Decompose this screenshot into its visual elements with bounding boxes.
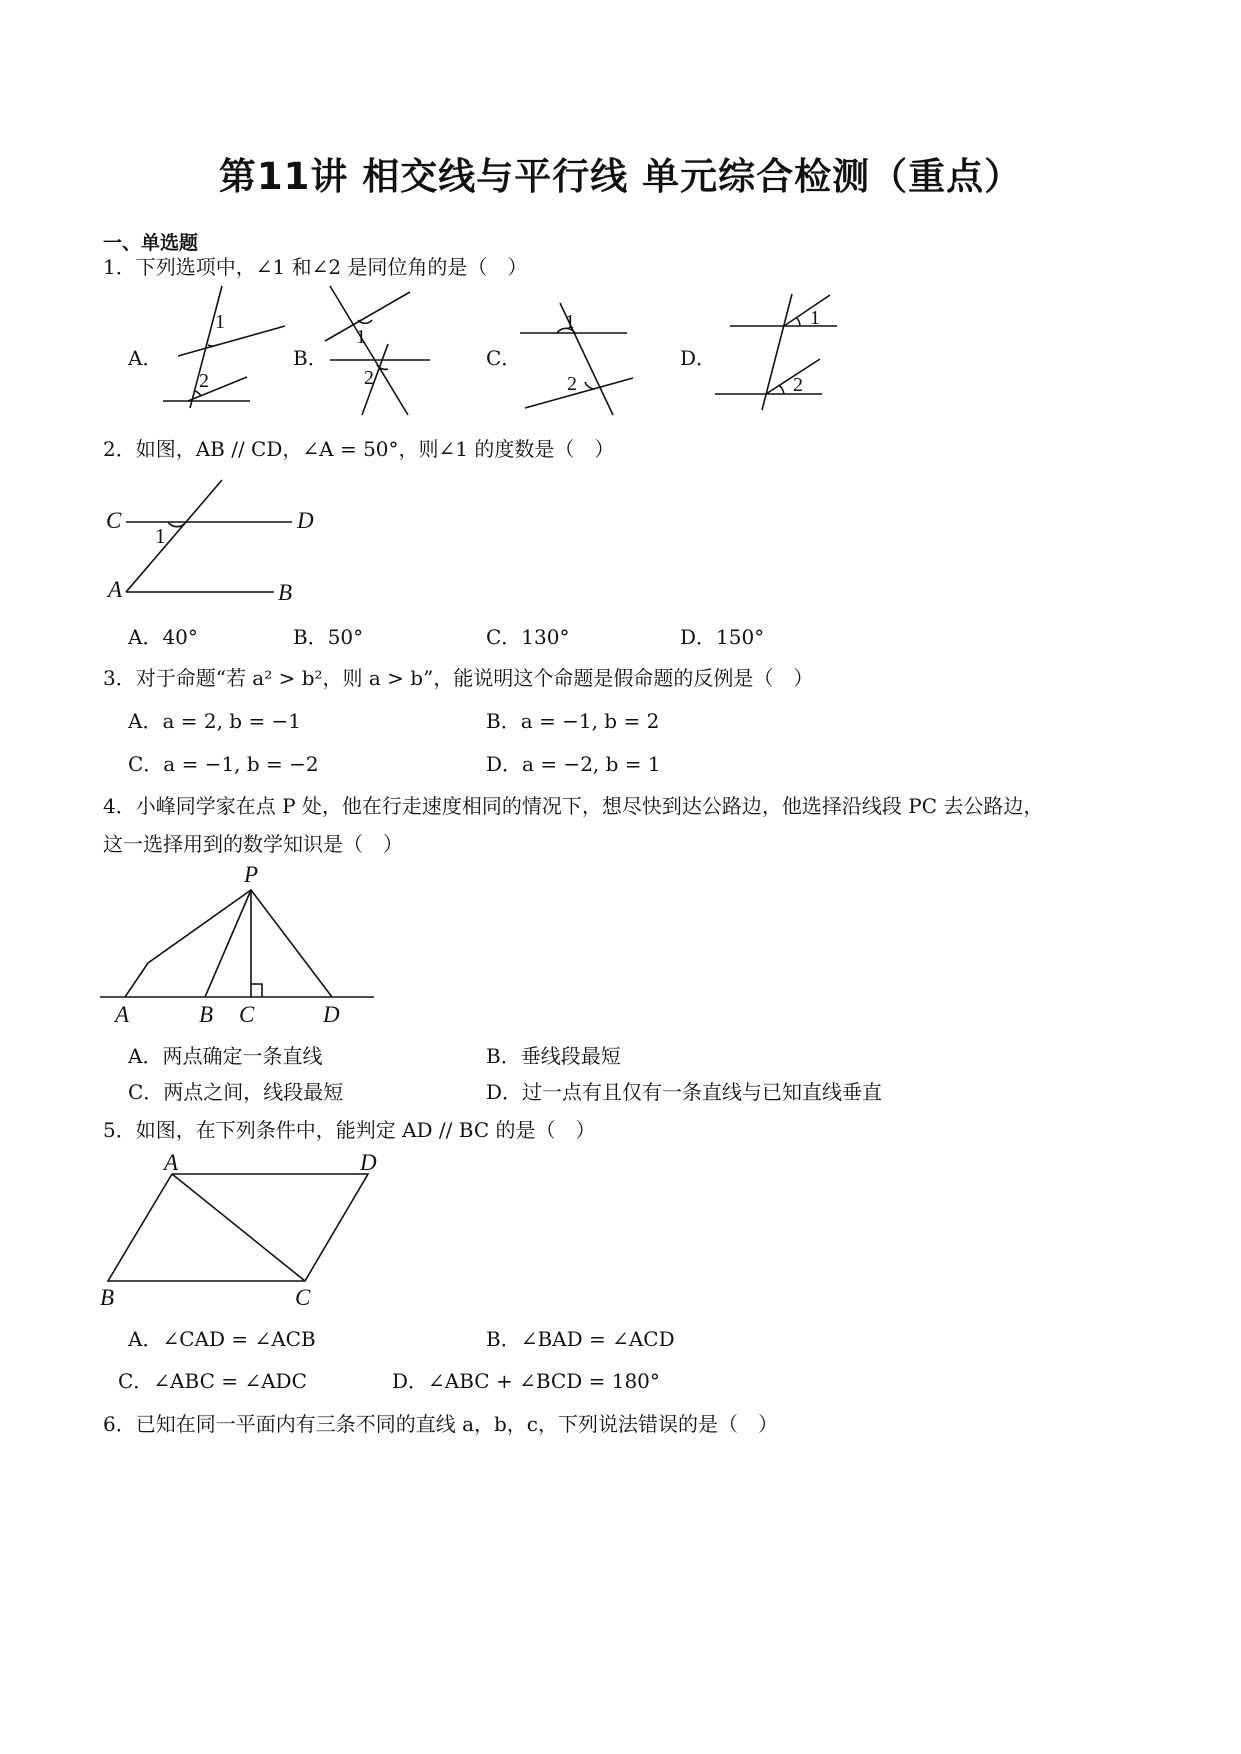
q3-option-d[interactable]: D．a = −2, b = 1 [486, 752, 661, 776]
q5-point-b: B [100, 1285, 115, 1310]
q5-point-c: C [295, 1285, 311, 1310]
q4-point-d: D [323, 1002, 340, 1027]
question-2-text: 2．如图，AB // CD，∠A = 50°，则∠1 的度数是（ ） [103, 437, 615, 461]
q2-option-b[interactable]: B．50° [293, 625, 364, 649]
q1-figure-c [515, 300, 645, 420]
q2-option-d[interactable]: D．150° [680, 625, 765, 649]
q5-point-a: A [164, 1150, 179, 1175]
q4-point-c: C [239, 1002, 255, 1027]
q1d-angle-1-label: 1 [810, 307, 820, 329]
q5-option-a[interactable]: A．∠CAD = ∠ACB [128, 1327, 316, 1351]
q1a-angle-2-label: 2 [199, 370, 209, 392]
q4-figure [100, 860, 380, 1030]
q4-point-b: B [199, 1002, 214, 1027]
q1-figure-a [155, 283, 290, 413]
q1b-angle-1-label: 1 [356, 326, 366, 348]
q5-option-b[interactable]: B．∠BAD = ∠ACD [486, 1327, 675, 1351]
question-5-text: 5．如图，在下列条件中，能判定 AD // BC 的是（ ） [103, 1118, 596, 1142]
q1d-angle-2-label: 2 [793, 374, 803, 396]
q5-option-d[interactable]: D．∠ABC + ∠BCD = 180° [392, 1369, 660, 1393]
q2-angle-1-label: 1 [155, 524, 166, 548]
q4-option-d[interactable]: D．过一点有且仅有一条直线与已知直线垂直 [486, 1080, 883, 1104]
question-4-text-line-2: 这一选择用到的数学知识是（ ） [103, 832, 403, 856]
q1-option-b-label[interactable]: B． [293, 346, 328, 370]
q2-point-b: B [278, 580, 293, 605]
q4-point-a: A [115, 1002, 130, 1027]
q3-option-c[interactable]: C．a = −1, b = −2 [128, 752, 319, 776]
q5-figure [98, 1150, 388, 1310]
q5-point-d: D [360, 1150, 377, 1175]
q1-option-c-label[interactable]: C． [486, 346, 522, 370]
section-heading: 一、单选题 [103, 232, 199, 254]
q1-figure-d [710, 290, 845, 415]
q1-option-d-label[interactable]: D． [680, 346, 717, 370]
q4-option-a[interactable]: A．两点确定一条直线 [128, 1044, 323, 1068]
q2-option-a[interactable]: A．40° [128, 625, 198, 649]
q4-point-p: P [244, 862, 259, 887]
q2-point-d: D [297, 508, 314, 533]
q4-option-b[interactable]: B．垂线段最短 [486, 1044, 621, 1068]
q1-figure-b [320, 283, 440, 418]
question-4-text-line-1: 4．小峰同学家在点 P 处，他在行走速度相同的情况下，想尽快到达公路边，他选择沿线段 PC 去公路边， [103, 794, 1044, 818]
q1c-angle-2-label: 2 [567, 373, 577, 395]
q2-point-c: C [106, 508, 122, 533]
q1a-angle-1-label: 1 [215, 311, 225, 333]
q2-point-a: A [108, 577, 123, 602]
q2-figure [100, 470, 330, 605]
q1-option-a-label[interactable]: A． [128, 346, 163, 370]
q1c-angle-1-label: 1 [565, 311, 575, 333]
q3-option-b[interactable]: B．a = −1, b = 2 [486, 709, 660, 733]
question-6-text: 6．已知在同一平面内有三条不同的直线 a，b，c，下列说法错误的是（ ） [103, 1412, 779, 1436]
q3-option-a[interactable]: A．a = 2, b = −1 [128, 709, 302, 733]
q5-option-c[interactable]: C．∠ABC = ∠ADC [118, 1369, 307, 1393]
q2-option-c[interactable]: C．130° [486, 625, 570, 649]
q4-option-c[interactable]: C．两点之间，线段最短 [128, 1080, 344, 1104]
q1b-angle-2-label: 2 [364, 367, 374, 389]
page-title: 第11讲 相交线与平行线 单元综合检测（重点） [218, 155, 1023, 198]
question-3-text: 3．对于命题“若 a² > b²，则 a > b”，能说明这个命题是假命题的反例是（ ） [103, 666, 814, 690]
question-1-text: 1．下列选项中，∠1 和∠2 是同位角的是（ ） [103, 255, 528, 279]
